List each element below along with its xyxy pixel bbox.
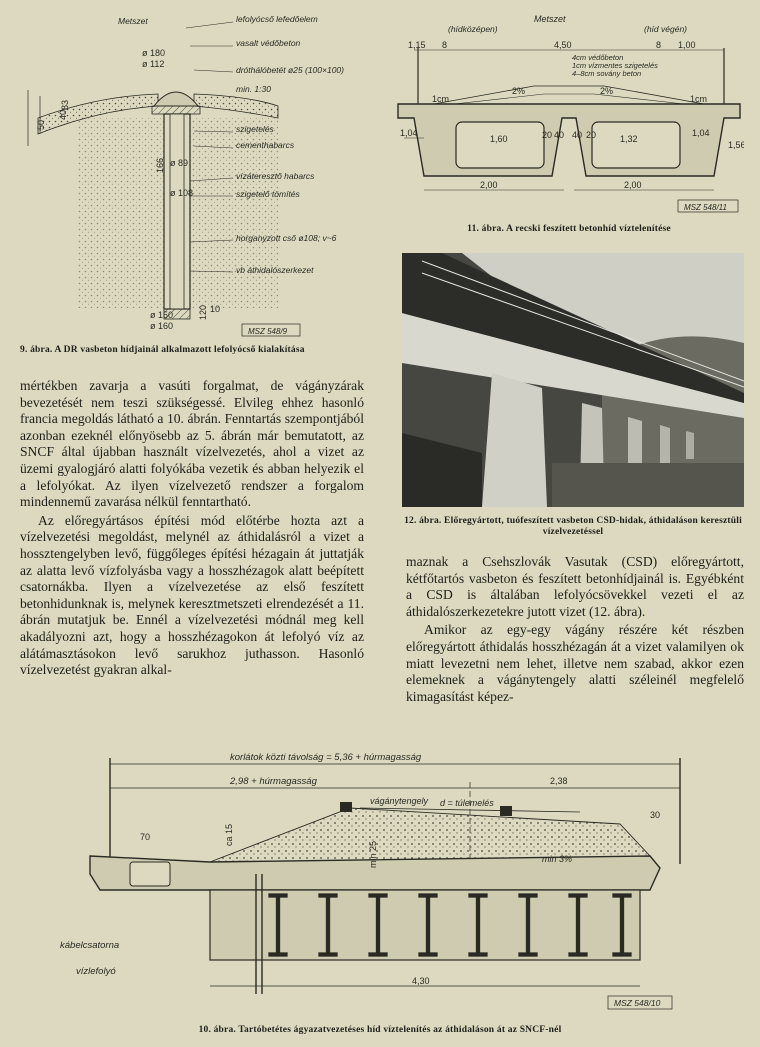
fig11-dim: 2,00 — [624, 180, 642, 190]
fig11-dim: 1cm — [690, 94, 708, 104]
figure-11 — [394, 8, 744, 218]
fig9-label: vízáteresztő habarcs — [236, 171, 315, 181]
figure-11-drawing — [394, 8, 744, 218]
steel-girder — [319, 953, 337, 956]
left-paragraph-2: Az előregyártásos építési mód előtérbe hozta azt a vízelvezetési megoldást, melynél az áthidalásról a vizet a hossztengelyben levő, függőleges építési hézagain át juttatják az alatta levő vízfolyásba vagy a hosszhézagok alatt beépített csatornákba. Ilyen a vízelvezetése az első feszített betonhidunknak is, melynek keresztmetszeti elrendezését a 11. ábrán mutatjuk be. Ennél a vízelvezetési módnál meg kell akadályozni azt, hogy a hosszhézagokon át lefolyó víz az alátámasztásokon levő sarukhoz juthasson. Hasonló vízelvezetést gyakran alkal- — [20, 512, 364, 678]
fig11-dim: 1,60 — [490, 134, 508, 144]
fig11-layer: 1cm vízmentes szigetelés — [572, 61, 658, 70]
fig11-dim: 20 — [542, 130, 553, 140]
fig11-dim: 1,04 — [400, 128, 418, 138]
fig9-dim: 50 — [36, 119, 46, 130]
fig10-dim-ca15: ca 15 — [224, 823, 234, 846]
left-paragraph-1: mértékben zavarja a vasúti forgalmat, de vágányzárak bevezetését nem teszi szükségessé. Elvileg ehhez hasonló francia megoldás látható a 10. ábrán. Fenntartás szempontjából azonban ezeknél előnyösebb az 5. ábrán már bemutatott, az SNCF által újabban használt vízelvezetés, ahol a vizet az üzemi gyalogjáró alatti folyókába vezetik és abban helyezik el a lefolyókat. Az ilyen vízelvezető rendszer a forgalom mindennemű zavarása nélkül fenntartható. — [20, 378, 364, 510]
fig9-dim: 120 — [198, 304, 208, 320]
fig11-layer: 4–8cm sovány beton — [572, 69, 642, 78]
left-text-column — [20, 378, 364, 679]
fig9-title: Metszet — [118, 16, 148, 26]
bridge-photo-image — [402, 253, 744, 507]
steel-girder — [469, 953, 487, 956]
fig9-dim: ø 108 — [170, 188, 194, 198]
steel-girder — [269, 953, 287, 956]
figure-9-drawing — [18, 6, 370, 342]
steel-girder — [621, 897, 624, 953]
figure-10 — [60, 744, 700, 1020]
fig10-dim-left: 2,98 + húrmagasság — [230, 776, 317, 787]
fig11-dim: 8 — [656, 40, 662, 50]
figure-12-photo — [402, 253, 744, 507]
fig10-caption: 10. ábra. Tartóbetétes ágyazatvezetéses híd víztelenítés az áthidaláson át az SNCF-nél — [198, 1025, 562, 1035]
fig9-label: horganyzott cső ø108; v~6 — [236, 233, 337, 243]
steel-girder — [377, 897, 380, 953]
fig9-dim: 83 — [60, 99, 70, 110]
fig10-superelevation: d = túlemelés — [440, 798, 494, 808]
fig12-caption: 12. ábra. Előregyártott, tuófeszített vasbeton CSD-hidak, áthidaláson keresztüli vízelvezetéssel — [404, 516, 742, 537]
fig10-stamp: MSZ 548/10 — [614, 998, 661, 1008]
fig11-dim: 20 — [586, 130, 597, 140]
steel-girder — [477, 897, 480, 953]
fig10-dim-70: 70 — [140, 832, 151, 842]
steel-girder — [577, 897, 580, 953]
steel-girder — [369, 953, 387, 956]
fig11-stamp: MSZ 548/11 — [684, 203, 727, 212]
fig9-stamp: MSZ 548/9 — [248, 327, 288, 336]
right-text-column — [406, 554, 744, 705]
fig9-label: vb áthidalószerkezet — [236, 265, 314, 275]
fig9-label: szigetelő tömítés — [236, 189, 300, 199]
fig9-label: szigetelés — [236, 124, 274, 134]
figure-9 — [18, 6, 370, 342]
fig10-dim-right: 2,38 — [550, 776, 568, 786]
fig9-label: lefolyócső lefedőelem — [236, 14, 318, 24]
fig11-dim: 2% — [600, 86, 614, 96]
fig10-track-axis: vágánytengely — [370, 796, 429, 806]
fig11-dim: 2,00 — [480, 180, 498, 190]
steel-girder — [277, 897, 280, 953]
steel-girder — [569, 953, 587, 956]
fig10-dim-bottom: 4,30 — [412, 976, 430, 986]
fig10-dim-top: korlátok közti távolság = 5,36 + húrmagasság — [230, 752, 422, 763]
fig11-dim: 1,56 — [728, 140, 744, 150]
fig9-label: dróthálóbetét ø25 (100×100) — [236, 65, 344, 75]
steel-girder — [613, 953, 631, 956]
fig11-dim: 40 — [554, 130, 565, 140]
steel-girder — [527, 897, 530, 953]
fig9-dim: ø 89 — [170, 158, 189, 168]
fig9-dim: ø 112 — [142, 59, 165, 69]
fig11-left-note: (hídközépen) — [448, 24, 498, 34]
fig9-label: vasalt védőbeton — [236, 38, 301, 48]
fig10-dim-min25: min 25 — [368, 840, 378, 868]
steel-girder — [327, 897, 330, 953]
fig9-label: cementhabarcs — [236, 140, 295, 150]
fig9-dim: 166 — [155, 157, 165, 173]
fig11-dim: 40 — [572, 130, 583, 140]
fig11-dim: 4,50 — [554, 40, 572, 50]
fig11-dim: 1,32 — [620, 134, 638, 144]
fig9-label: min. 1:30 — [236, 84, 271, 94]
fig9-dim: 40 — [58, 109, 68, 120]
right-paragraph-2: Amikor az egy-egy vágány részére két részben előregyártott áthidalás hosszhézagán át a vizet valamilyen ok miatt levezetni nem lehet, illetve nem szabad, akkor ezen elemeknek a vágánytengely alatti széleinél megfelelő kimagasítást képez- — [406, 622, 744, 704]
right-paragraph-1: maznak a Csehszlovák Vasutak (CSD) előregyártott, kétfőtartós vasbeton és feszített betonhídjainál is. Egyébként a CSD is általában lefolyócsövekkel vezeti el az áthidalószerkezetekre jutott vizet (12. ábra). — [406, 554, 744, 619]
fig11-dim: 1,04 — [692, 128, 710, 138]
fig11-dim: 1,00 — [678, 40, 696, 50]
fig9-dim: 10 — [210, 304, 221, 314]
fig10-cable: kábelcsatorna — [60, 940, 120, 951]
fig11-dim: 1cm — [432, 94, 450, 104]
fig10-slope: min 3% — [542, 854, 573, 864]
fig9-caption: 9. ábra. A DR vasbeton hídjainál alkalmazott lefolyócső kialakítása — [20, 345, 305, 355]
fig11-dim: 2% — [512, 86, 526, 96]
fig10-dim-30: 30 — [650, 810, 661, 820]
fig11-layer: 4cm védőbeton — [572, 53, 624, 62]
fig11-dim: 1,15 — [408, 40, 426, 50]
fig10-drain: vízlefolyó — [76, 966, 116, 977]
fig9-dim: ø 150 — [150, 310, 174, 320]
fig9-dim: ø 160 — [150, 321, 174, 331]
fig11-right-note: (híd végén) — [644, 24, 687, 34]
fig11-title: Metszet — [534, 14, 566, 24]
steel-girder — [519, 953, 537, 956]
steel-girder — [427, 897, 430, 953]
fig11-caption: 11. ábra. A recski feszített betonhíd víztelenítése — [467, 224, 671, 234]
fig9-dim: ø 180 — [142, 48, 166, 58]
figure-10-drawing — [60, 744, 700, 1020]
steel-girder — [419, 953, 437, 956]
fig11-dim: 8 — [442, 40, 448, 50]
